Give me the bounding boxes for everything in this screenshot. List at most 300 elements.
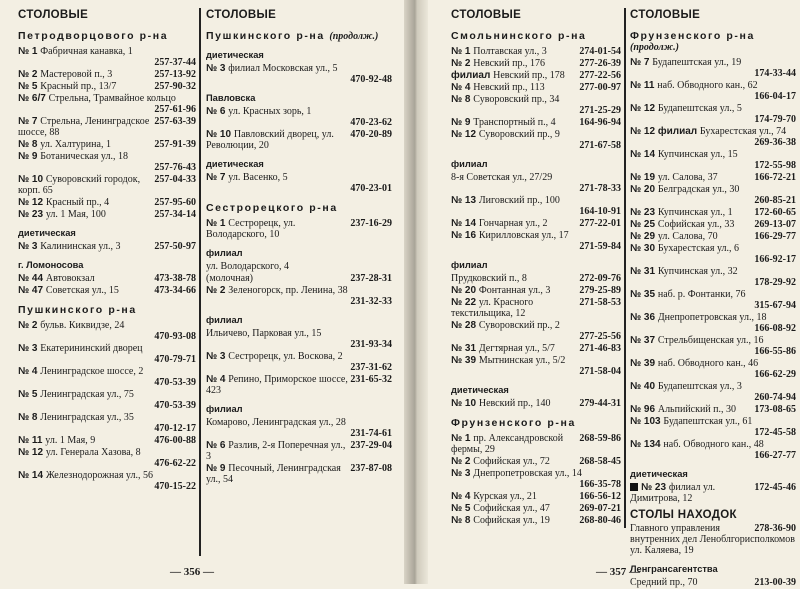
- list-item: [206, 328, 392, 350]
- entry-phone: 315-67-94: [754, 300, 796, 311]
- entry-number: № 12: [451, 129, 477, 140]
- list-item: [451, 230, 621, 252]
- entry-phone: 257-63-39: [154, 116, 196, 127]
- column-3: [451, 6, 621, 527]
- entry-phone: 470-15-22: [154, 481, 196, 492]
- entry-address: 8-я Советская ул., 27/29: [451, 172, 553, 183]
- list-item: [18, 470, 196, 492]
- entry-address: Гончарная ул., 2: [478, 218, 548, 229]
- entry-phone: 274-01-54: [579, 46, 621, 57]
- entry-address: Стрельна, Трамвайное кольцо: [48, 93, 176, 104]
- list-item: [630, 149, 796, 171]
- entry-address: Будапештская ул., 5: [657, 103, 742, 114]
- entry-number: № 6: [206, 440, 226, 451]
- entry-number: № 1: [451, 433, 471, 444]
- entry-list: [451, 398, 621, 409]
- entry-address: Невский пр., 176: [473, 58, 545, 69]
- entry-address: филиал Московская ул., 5: [228, 63, 338, 74]
- subheading: диетическая: [630, 469, 688, 479]
- entry-number: № 20: [451, 285, 477, 296]
- entry-address: Суворовский пр., 2: [478, 320, 560, 331]
- entry-phone: 173-08-65: [754, 404, 796, 415]
- entry-address: Железнодорожная ул., 56: [45, 470, 153, 481]
- entry-number: № 4: [18, 366, 38, 377]
- entry-address: Полтавская ул., 3: [473, 46, 547, 57]
- entry-number: № 5: [18, 389, 38, 400]
- entry-phone: 172-45-46: [754, 482, 796, 493]
- entry-address: Курская ул., 21: [473, 491, 537, 502]
- entry-address: Главного управления внутренних дел Леноблгорисполкомов ул. Каляева, 19: [630, 523, 795, 556]
- entry-number: № 12: [630, 103, 656, 114]
- entry-address: наб. Обводного кан., 48: [663, 439, 764, 450]
- entry-phone: 257-76-43: [154, 162, 196, 173]
- list-item: [630, 482, 796, 504]
- entry-phone: 470-23-62: [350, 117, 392, 128]
- entry-number: № 31: [451, 343, 477, 354]
- list-item: [630, 219, 796, 230]
- list-item: [451, 58, 621, 69]
- list-item: [451, 297, 621, 319]
- entry-list: [630, 57, 796, 461]
- list-item: [630, 231, 796, 242]
- list-item: [18, 435, 196, 446]
- entry-number: № 7: [206, 172, 226, 183]
- entry-phone: 257-13-92: [154, 69, 196, 80]
- list-item: [18, 241, 196, 252]
- entry-number: № 6: [206, 106, 226, 117]
- entry-phone: 269-13-07: [754, 219, 796, 230]
- column-1: [18, 6, 196, 493]
- entry-phone: 271-46-83: [579, 343, 621, 354]
- entry-address: Невский пр., 113: [473, 82, 545, 93]
- entry-phone: 470-92-48: [350, 74, 392, 85]
- entry-number: № 3: [206, 63, 226, 74]
- entry-address: ул. 1 Мая, 100: [45, 209, 106, 220]
- continued-note: (продолж.): [329, 31, 379, 42]
- entry-phone: 277-26-39: [579, 58, 621, 69]
- entry-list: [206, 63, 392, 85]
- entry-number: № 25: [630, 219, 656, 230]
- entry-phone: 277-25-56: [579, 331, 621, 342]
- entry-number: № 22: [451, 297, 477, 308]
- list-item: [18, 447, 196, 469]
- entry-number: № 39: [630, 358, 656, 369]
- subheading: филиал: [206, 315, 243, 325]
- entry-number: № 20: [630, 184, 656, 195]
- entry-phone: 271-58-04: [579, 366, 621, 377]
- list-item: [451, 195, 621, 217]
- entry-number: № 31: [630, 266, 656, 277]
- entry-address: Будапештская ул., 61: [663, 416, 753, 427]
- entry-phone: 470-23-01: [350, 183, 392, 194]
- entry-address: Фабричная канавка, 1: [40, 46, 133, 57]
- entry-address: Комарово, Ленинградская ул., 28: [206, 417, 346, 428]
- entry-address: Будапештская ул., 19: [652, 57, 742, 68]
- subheading: филиал: [451, 260, 488, 270]
- entry-phone: 257-91-39: [154, 139, 196, 150]
- entry-address: Транспортный п., 4: [473, 117, 556, 128]
- entry-address: Ленинградское шоссе, 2: [40, 366, 144, 377]
- list-item: [206, 63, 392, 85]
- entry-address: ул. Красных зорь, 1: [228, 106, 312, 117]
- entry-phone: 260-74-94: [754, 392, 796, 403]
- list-item: [18, 209, 196, 220]
- list-item: [630, 358, 796, 380]
- entry-number: № 103: [630, 416, 661, 427]
- list-item: [451, 398, 621, 409]
- entry-address: Софийская ул., 19: [473, 515, 550, 526]
- entry-address: Будапештская ул., 3: [657, 381, 742, 392]
- list-item: [206, 440, 392, 462]
- list-item: [630, 312, 796, 334]
- list-item: [451, 218, 621, 229]
- entry-number: № 2: [18, 69, 38, 80]
- entry-address: Купчинская ул., 32: [657, 266, 738, 277]
- list-item: [18, 151, 196, 173]
- list-item: [206, 463, 392, 485]
- entry-number: № 3: [18, 343, 38, 354]
- list-item: [206, 285, 392, 307]
- entry-address: Днепропетровская ул., 18: [657, 312, 767, 323]
- entry-phone: 166-55-86: [754, 346, 796, 357]
- entry-phone: 271-59-84: [579, 241, 621, 252]
- entry-number: № 11: [18, 435, 43, 446]
- entry-address: Суворовский городок, корп. 65: [18, 174, 141, 196]
- column-rule-right: [624, 8, 626, 528]
- list-item: [451, 503, 621, 514]
- page-number-left: — 356 —: [170, 566, 214, 578]
- entry-phone: 166-08-92: [754, 323, 796, 334]
- entry-phone: 231-93-34: [350, 339, 392, 350]
- district-name: Пушкинского р-на: [206, 30, 325, 42]
- entry-phone: 271-25-29: [579, 105, 621, 116]
- continued-note: (продолж.): [630, 42, 679, 53]
- entry-address: Дегтярная ул., 5/7: [478, 343, 555, 354]
- entry-address: Бухарестская ул., 6: [657, 243, 739, 254]
- entry-phone: 268-58-45: [579, 456, 621, 467]
- entry-number: № 8: [451, 515, 471, 526]
- section-header: СТОЛОВЫЕ: [206, 9, 277, 21]
- entry-address: наб. р. Фонтанки, 76: [657, 289, 746, 300]
- entry-list: [451, 172, 621, 252]
- entry-number: № 2: [451, 58, 471, 69]
- entry-list: [451, 46, 621, 151]
- entry-number: № 23: [630, 207, 656, 218]
- district-heading: Сестрорецкого р-на: [206, 202, 338, 214]
- entry-number: № 2: [18, 320, 38, 331]
- list-item: [451, 285, 621, 296]
- list-item: [451, 273, 621, 284]
- district-heading: Фрунзенского р-на: [451, 417, 576, 429]
- entry-phone: 257-90-32: [154, 81, 196, 92]
- entry-phone: 470-53-39: [154, 400, 196, 411]
- entry-phone: 172-45-58: [754, 427, 796, 438]
- subheading: Павловска: [206, 93, 256, 103]
- entry-phone: 164-96-94: [579, 117, 621, 128]
- entry-phone: 271-58-53: [579, 297, 621, 308]
- section-header: СТОЛЫ НАХОДОК: [630, 509, 737, 521]
- list-item: [630, 335, 796, 357]
- entry-address: Ильичево, Парковая ул., 15: [206, 328, 322, 339]
- entry-address: Павловский дворец, ул. Революции, 20: [206, 129, 334, 151]
- entry-number: № 1: [18, 46, 38, 57]
- list-item: [206, 273, 392, 284]
- entry-number: № 30: [630, 243, 656, 254]
- entry-number: № 6/7: [18, 93, 46, 104]
- entry-address: ул. Салова, 70: [657, 231, 718, 242]
- list-item: [18, 320, 196, 342]
- list-item: [18, 69, 196, 80]
- entry-phone: 237-87-08: [350, 463, 392, 474]
- entry-address: ул. Салова, 37: [657, 172, 718, 183]
- entry-number: № 7: [630, 57, 650, 68]
- entry-address: Зеленогорск, пр. Ленина, 38: [228, 285, 348, 296]
- entry-phone: 257-04-33: [154, 174, 196, 185]
- list-item: [630, 289, 796, 311]
- entry-address: Невский пр., 178: [493, 70, 565, 81]
- entry-number: № 9: [18, 151, 38, 162]
- subheading: г. Ломоносова: [18, 260, 84, 270]
- list-item: [451, 491, 621, 502]
- entry-phone: 237-28-31: [350, 273, 392, 284]
- entry-list: [18, 241, 196, 252]
- entry-address: наб. Обводного кан., 46: [657, 358, 759, 369]
- list-item: [206, 417, 392, 439]
- entry-list: [630, 523, 796, 556]
- marker-square-icon: [630, 483, 638, 491]
- entry-address: Сестрорецк, ул. Воскова, 2: [228, 351, 343, 362]
- section-header: СТОЛОВЫЕ: [18, 9, 89, 21]
- entry-phone: 172-60-65: [754, 207, 796, 218]
- entry-number: № 19: [630, 172, 656, 183]
- list-item: [18, 174, 196, 196]
- entry-phone: 476-00-88: [154, 435, 196, 446]
- list-item: [18, 46, 196, 68]
- entry-address: Кирилловская ул., 17: [478, 230, 569, 241]
- list-item: [206, 106, 392, 128]
- entry-list: [206, 328, 392, 396]
- entry-number: № 10: [451, 398, 477, 409]
- entry-phone: 257-95-60: [154, 197, 196, 208]
- entry-address: Альпийский п., 30: [657, 404, 737, 415]
- list-item: [451, 433, 621, 455]
- entry-phone: 178-29-92: [754, 277, 796, 288]
- entry-phone: 257-50-97: [154, 241, 196, 252]
- entry-number: № 28: [451, 320, 477, 331]
- district-heading: Петродворцового р-на: [18, 30, 169, 42]
- entry-address: Мытнинская ул., 5/2: [478, 355, 566, 366]
- column-4: [630, 6, 796, 589]
- entry-number: № 14: [630, 149, 656, 160]
- district-heading: Смольнинского р-на: [451, 30, 587, 42]
- subheading: диетическая: [18, 228, 76, 238]
- list-item: [206, 172, 392, 194]
- entry-address: Мастеровой п., 3: [40, 69, 113, 80]
- list-item: [451, 172, 621, 194]
- list-item: [206, 351, 392, 373]
- entry-list: [206, 106, 392, 151]
- entry-phone: 473-34-66: [154, 285, 196, 296]
- entry-phone: 237-31-62: [350, 362, 392, 373]
- entry-phone: 231-65-32: [350, 374, 392, 385]
- entry-list: [451, 433, 621, 526]
- district-name: Фрунзенского р-на: [630, 30, 755, 42]
- entry-address: Софийская ул., 72: [473, 456, 550, 467]
- entry-address: Софийская ул., 33: [657, 219, 735, 230]
- entry-phone: 257-61-96: [154, 104, 196, 115]
- entry-address: Песочный, Ленинградская ул., 54: [206, 463, 341, 485]
- entry-address: Купчинская ул., 15: [657, 149, 738, 160]
- entry-phone: 257-37-44: [154, 57, 196, 68]
- entry-phone: 272-09-76: [579, 273, 621, 284]
- entry-phone: 213-00-39: [754, 577, 796, 588]
- list-item: [206, 261, 392, 272]
- entry-phone: 268-59-86: [579, 433, 621, 444]
- entry-number: № 12: [18, 447, 44, 458]
- entry-address: ул. Красного текстильщика, 12: [451, 297, 534, 319]
- list-item: [630, 80, 796, 102]
- entry-phone: 277-00-97: [579, 82, 621, 93]
- entry-number: № 3: [451, 468, 471, 479]
- entry-address: Красный пр., 4: [45, 197, 110, 208]
- entry-address: Прудковский п., 8: [451, 273, 527, 284]
- list-item: [18, 285, 196, 296]
- entry-address: ул. Генерала Хазова, 8: [45, 447, 141, 458]
- list-item: [630, 416, 796, 438]
- entry-phone: 174-79-70: [754, 114, 796, 125]
- entry-phone: 269-36-38: [754, 137, 796, 148]
- list-item: [18, 197, 196, 208]
- list-item: [451, 70, 621, 81]
- list-item: [630, 207, 796, 218]
- entry-number: № 10: [18, 174, 44, 185]
- entry-number: № 3: [18, 241, 38, 252]
- entry-address: ул. Володарского, 4: [206, 261, 289, 272]
- entry-phone: 237-16-29: [350, 218, 392, 229]
- entry-address: Красный пр., 13/7: [40, 81, 117, 92]
- list-item: [630, 243, 796, 265]
- entry-address: Софийская ул., 47: [473, 503, 550, 514]
- entry-number: № 47: [18, 285, 44, 296]
- entry-number: № 13: [451, 195, 477, 206]
- list-item: [18, 366, 196, 388]
- entry-list: [206, 261, 392, 307]
- list-item: [451, 129, 621, 151]
- entry-address: ул. 1 Мая, 9: [45, 435, 96, 446]
- district-heading: [206, 31, 392, 42]
- entry-address: ул. Халтурина, 1: [40, 139, 111, 150]
- entry-phone: 476-62-22: [154, 458, 196, 469]
- entry-phone: 166-04-17: [754, 91, 796, 102]
- entry-phone: 277-22-01: [579, 218, 621, 229]
- entry-phone: 271-67-58: [579, 140, 621, 151]
- entry-list: [18, 320, 196, 492]
- entry-number: № 8: [451, 94, 471, 105]
- entry-address: Автовокзал: [45, 273, 95, 284]
- list-item: [18, 273, 196, 284]
- book-gutter: [404, 0, 428, 584]
- entry-phone: 277-22-56: [579, 70, 621, 81]
- entry-address: Советская ул., 15: [45, 285, 119, 296]
- entry-number: № 39: [451, 355, 477, 366]
- entry-number: № 1: [206, 218, 226, 229]
- list-item: [630, 439, 796, 461]
- entry-number: № 4: [451, 491, 471, 502]
- column-rule-left: [199, 8, 201, 556]
- list-item: [630, 126, 796, 148]
- entry-address: Суворовский пр., 9: [478, 129, 560, 140]
- district-heading: Пушкинского р-на: [18, 304, 137, 316]
- entry-list: [18, 273, 196, 296]
- list-item: [630, 381, 796, 403]
- subheading: филиал: [206, 248, 243, 258]
- list-item: [206, 218, 392, 240]
- list-item: [206, 374, 392, 396]
- list-item: [18, 81, 196, 92]
- entry-address: Репино, Приморское шоссе, 423: [206, 374, 348, 396]
- entry-address: Сестрорецк, ул. Володарского, 10: [206, 218, 296, 240]
- entry-phone: 166-92-17: [754, 254, 796, 265]
- entry-number: № 96: [630, 404, 656, 415]
- entry-number: № 36: [630, 312, 656, 323]
- list-item: [18, 343, 196, 365]
- entry-phone: 470-93-08: [154, 331, 196, 342]
- entry-address: Средний пр., 70: [630, 577, 698, 588]
- entry-list: [451, 273, 621, 377]
- entry-phone: 473-38-78: [154, 273, 196, 284]
- entry-number: № 3: [206, 351, 226, 362]
- entry-phone: 237-29-04: [350, 440, 392, 451]
- list-item: [18, 412, 196, 434]
- list-item: [451, 456, 621, 467]
- entry-address: ул. Васенко, 5: [228, 172, 288, 183]
- entry-number: № 35: [630, 289, 656, 300]
- entry-number: № 14: [451, 218, 477, 229]
- list-item: [630, 266, 796, 288]
- entry-address: Белградская ул., 30: [657, 184, 740, 195]
- subheading: филиал: [451, 159, 488, 169]
- entry-number: № 5: [18, 81, 38, 92]
- subheading: диетическая: [206, 159, 264, 169]
- entry-number: № 1: [451, 46, 471, 57]
- subheading: диетическая: [206, 50, 264, 60]
- entry-address: Фонтанная ул., 3: [478, 285, 551, 296]
- entry-phone: 470-20-89: [350, 129, 392, 140]
- list-item: [18, 116, 196, 138]
- entry-number: № 4: [451, 82, 471, 93]
- entry-address: Днепропетровская ул., 14: [473, 468, 582, 479]
- entry-address: Калининская ул., 3: [40, 241, 121, 252]
- entry-number: № 14: [18, 470, 44, 481]
- entry-address: Разлив, 2-я Поперечная ул., 3: [206, 440, 346, 462]
- entry-address: наб. Обводного кан., 62: [657, 80, 758, 91]
- entry-phone: 269-07-21: [579, 503, 621, 514]
- entry-number: № 8: [18, 412, 38, 423]
- entry-phone: 257-34-14: [154, 209, 196, 220]
- entry-phone: 268-80-46: [579, 515, 621, 526]
- list-item: [451, 343, 621, 354]
- entry-phone: 166-35-78: [579, 479, 621, 490]
- entry-number: № 7: [18, 116, 38, 127]
- entry-address: филиал ул. Димитрова, 12: [630, 482, 716, 504]
- entry-address: Суворовский пр., 34: [473, 94, 560, 105]
- entry-phone: 278-36-90: [754, 523, 796, 534]
- entry-phone: 164-10-91: [579, 206, 621, 217]
- list-item: [18, 139, 196, 150]
- entry-address: Ленинградская ул., 35: [40, 412, 134, 423]
- list-item: [451, 355, 621, 377]
- entry-number: № 9: [206, 463, 226, 474]
